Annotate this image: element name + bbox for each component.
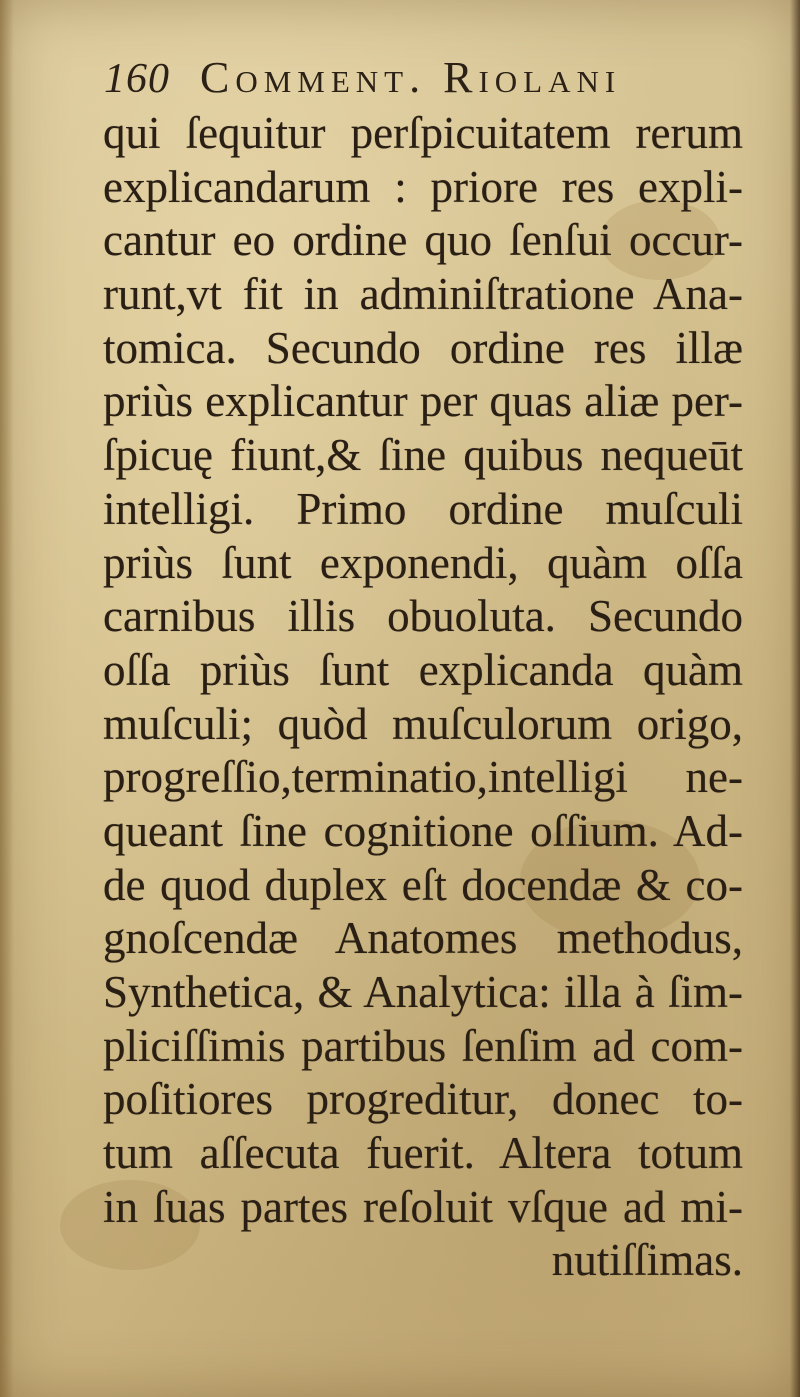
text-line: pliciſſimis partibus ſenſim ad com- (103, 1020, 743, 1071)
text-line: intelligi. Primo ordine muſculi (103, 483, 743, 534)
text-line: carnibus illis obuoluta. Secundo (103, 591, 743, 642)
body-text-block (103, 107, 743, 1288)
page-header (104, 52, 684, 112)
text-line: ſpicuę fiunt,& ſine quibus nequeūt (103, 430, 743, 481)
text-line: priùs ſunt exponendi, quàm oſſa (103, 537, 743, 588)
page-left-edge-shadow (0, 0, 14, 1397)
text-line: explicandarum : priore res expli- (103, 161, 743, 212)
page-right-edge-shadow (790, 0, 800, 1397)
text-line: cantur eo ordine quo ſenſui occur- (103, 215, 743, 266)
text-line: de quod duplex eſt docendæ & co- (103, 859, 743, 910)
page-number: 160 (104, 56, 170, 102)
text-line: oſſa priùs ſunt explicanda quàm (103, 644, 743, 695)
text-line: priùs explicantur per quas aliæ per- (103, 376, 743, 427)
text-line: runt,vt fit in adminiſtratione Ana- (103, 269, 743, 320)
running-head: Comment. Riolani (200, 53, 622, 102)
text-line: in ſuas partes reſoluit vſque ad mi- (103, 1181, 743, 1232)
text-line: queant ſine cognitione oſſium. Ad- (103, 805, 743, 856)
text-line: Synthetica, & Analytica: illa à ſim- (103, 967, 743, 1017)
text-line: qui ſequitur perſpicuitatem rerum (103, 108, 743, 158)
text-line: muſculi; quòd muſculorum origo, (103, 698, 743, 749)
text-line: tum aſſecuta fuerit. Altera totum (103, 1128, 743, 1179)
text-line: gnoſcendæ Anatomes methodus, (103, 913, 743, 964)
text-line: progreſſio,terminatio,intelligi ne- (103, 752, 743, 803)
text-line: nutiſſimas. (551, 1235, 743, 1286)
text-line: poſitiores progreditur, donec to- (103, 1074, 743, 1125)
text-line: tomica. Secundo ordine res illæ (103, 322, 743, 373)
